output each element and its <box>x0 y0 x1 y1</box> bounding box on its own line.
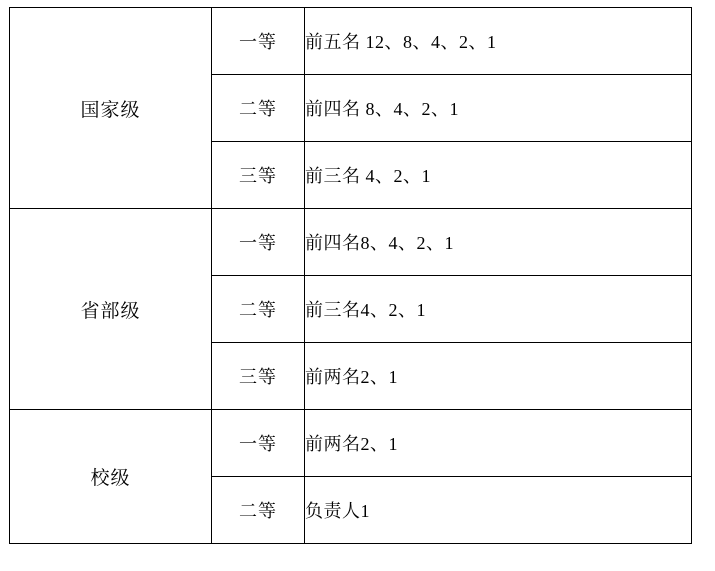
detail-cell: 前两名2、1 <box>305 343 692 410</box>
detail-cell: 前四名 8、4、2、1 <box>305 75 692 142</box>
detail-cell: 前两名2、1 <box>305 410 692 477</box>
detail-cell: 前三名4、2、1 <box>305 276 692 343</box>
table-row <box>10 209 692 276</box>
level-cell-national: 国家级 <box>10 8 212 209</box>
grade-cell: 一等 <box>212 410 305 477</box>
grade-cell: 三等 <box>212 142 305 209</box>
grade-cell: 一等 <box>212 209 305 276</box>
document-page <box>0 7 715 571</box>
table-row <box>10 410 692 477</box>
table-row <box>10 8 692 75</box>
grade-cell: 二等 <box>212 276 305 343</box>
detail-cell: 前四名8、4、2、1 <box>305 209 692 276</box>
grade-cell: 二等 <box>212 75 305 142</box>
level-cell-school: 校级 <box>10 410 212 544</box>
grade-cell: 一等 <box>212 8 305 75</box>
level-cell-provincial: 省部级 <box>10 209 212 410</box>
detail-cell: 前五名 12、8、4、2、1 <box>305 8 692 75</box>
grade-cell: 二等 <box>212 477 305 544</box>
detail-cell: 负责人1 <box>305 477 692 544</box>
award-score-table <box>9 7 692 544</box>
detail-cell: 前三名 4、2、1 <box>305 142 692 209</box>
grade-cell: 三等 <box>212 343 305 410</box>
